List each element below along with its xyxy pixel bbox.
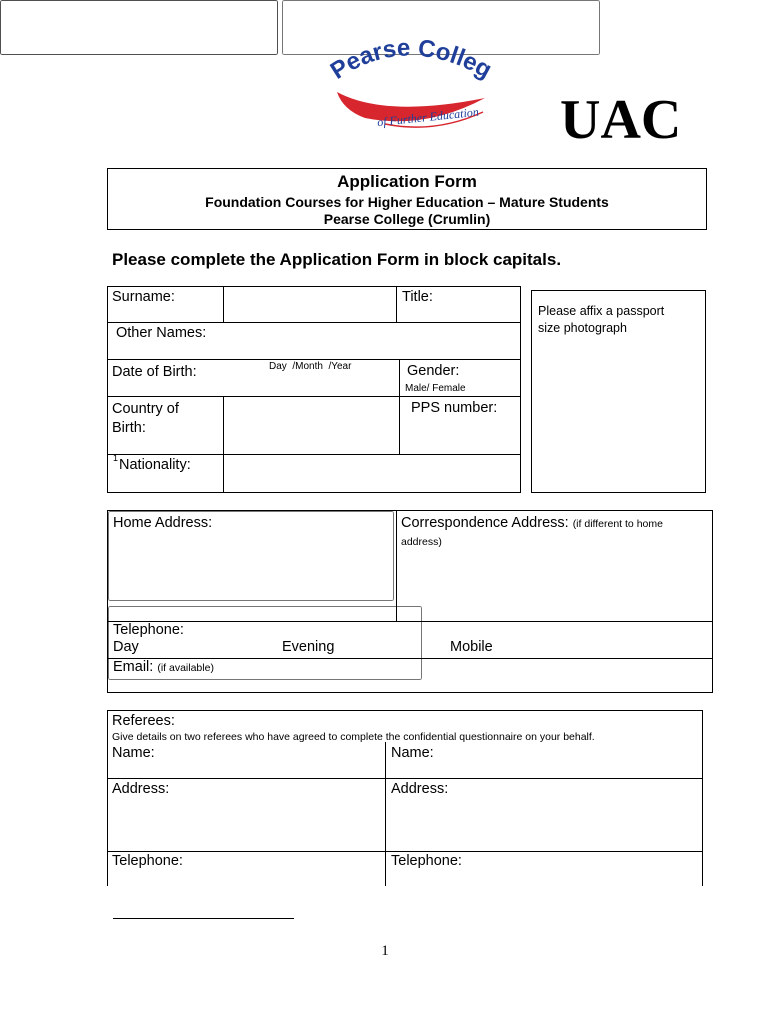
surname-label: Surname: <box>112 289 175 305</box>
referee1-name-input[interactable] <box>110 762 382 777</box>
form-subtitle-2: Pearse College (Crumlin) <box>323 211 491 227</box>
title-input[interactable] <box>398 305 519 321</box>
telephone-evening-label: Evening <box>282 639 335 655</box>
uac-label: UAC <box>560 89 682 151</box>
referee2-name-label: Name: <box>391 745 434 761</box>
referee1-telephone-label: Telephone: <box>112 853 183 869</box>
country-of-birth-input[interactable] <box>225 398 397 452</box>
referee2-telephone-input[interactable] <box>388 870 700 885</box>
form-title-box <box>107 168 707 230</box>
other-names-input[interactable] <box>225 324 519 358</box>
nationality-footnote-mark: 1 <box>113 453 119 463</box>
referee1-address-input[interactable] <box>0 0 278 55</box>
telephone-mobile-label: Mobile <box>450 639 493 655</box>
referee2-address-label: Address: <box>391 781 449 797</box>
telephone-label: Telephone: <box>113 622 184 638</box>
dob-label: Date of Birth: <box>112 364 197 380</box>
email-input[interactable] <box>248 661 708 691</box>
photo-box <box>531 290 706 493</box>
page-number: 1 <box>381 943 389 959</box>
instruction-heading: Please complete the Application Form in block capitals. <box>112 250 562 269</box>
gender-hint: Male/ Female <box>405 383 466 394</box>
footnote-separator <box>113 918 294 919</box>
logo-line1: Pearse Colleg <box>325 40 495 85</box>
referee1-name-label: Name: <box>112 745 155 761</box>
country-of-birth-label: Country of Birth: <box>112 401 179 436</box>
form-subtitle-1: Foundation Courses for Higher Education – Mature Students <box>205 194 609 210</box>
surname-input[interactable] <box>225 288 395 320</box>
email-label: Email: <box>113 659 154 675</box>
address-section <box>107 510 713 693</box>
other-names-label: Other Names: <box>116 325 207 341</box>
correspondence-address-label <box>401 515 701 551</box>
referee1-telephone-input[interactable] <box>110 870 382 885</box>
logo-line2: of Further Education <box>376 104 480 130</box>
telephone-day-label: Day <box>113 639 139 655</box>
nationality-label: Nationality: <box>119 457 191 473</box>
dob-format-hint: Day /Month /Year <box>269 361 352 372</box>
pps-number-label: PPS number: <box>411 400 498 416</box>
email-note: (if available) <box>157 662 214 674</box>
photo-instruction: Please affix a passport size photograph <box>538 304 665 335</box>
correspondence-address-title: Correspondence Address: <box>401 515 569 531</box>
referees-note: Give details on two referees who have agreed to complete the confidential questionnaire on your behalf. <box>112 731 595 743</box>
email-label-row <box>113 659 214 677</box>
svg-text:Pearse College <box>325 40 495 85</box>
college-logo <box>325 40 495 140</box>
title-label: Title: <box>402 289 433 305</box>
referee1-address-label: Address: <box>112 781 170 797</box>
gender-label: Gender: <box>407 363 460 379</box>
pps-number-input[interactable] <box>402 420 518 452</box>
correspondence-address-note: (if different to home address) <box>401 518 663 548</box>
referee2-telephone-label: Telephone: <box>391 853 462 869</box>
dob-input[interactable] <box>225 374 397 395</box>
home-address-label: Home Address: <box>113 515 213 531</box>
form-title: Application Form <box>337 172 477 191</box>
referee2-name-input[interactable] <box>388 762 700 777</box>
referees-heading: Referees: <box>112 713 175 729</box>
nationality-input[interactable] <box>225 456 519 491</box>
